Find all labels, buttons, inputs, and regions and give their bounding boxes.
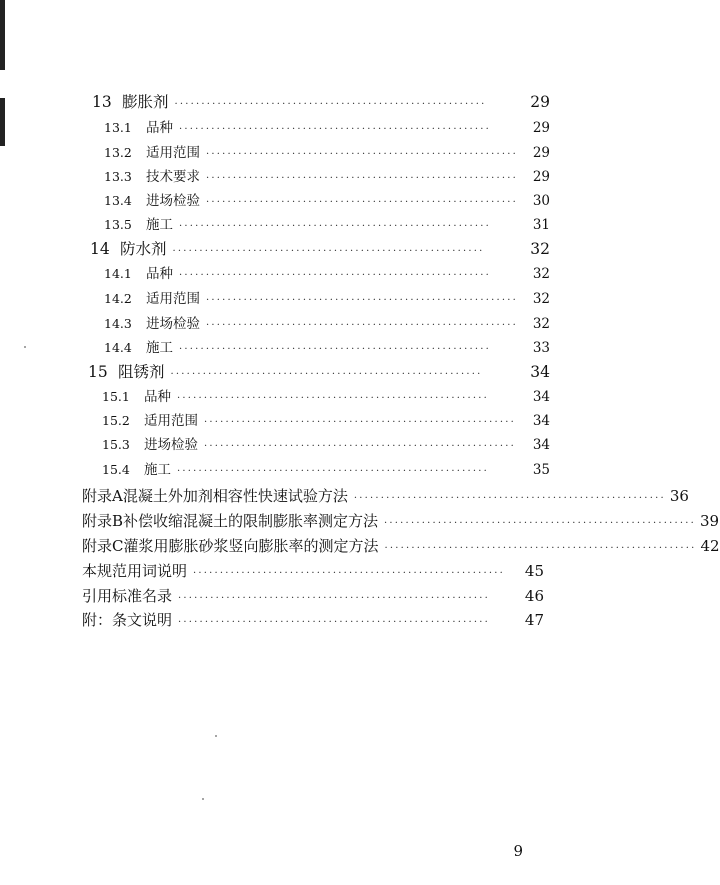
toc-entry-wording-notes[interactable]: [82, 561, 544, 584]
toc-number: 15.1: [102, 389, 130, 404]
toc-page: 39: [700, 512, 720, 530]
toc-entry-14-4[interactable]: [104, 338, 550, 360]
toc-entry-14-3[interactable]: [104, 314, 550, 336]
toc-page: 30: [532, 193, 550, 209]
dot-leader: ··························································: [179, 344, 491, 355]
toc-page: 29: [532, 120, 550, 136]
dot-leader: ··························································: [206, 149, 518, 160]
dot-leader: ··························································: [384, 543, 697, 554]
toc-entry-clause-explanation[interactable]: [82, 610, 544, 633]
toc-page: 42: [700, 537, 720, 555]
toc-number: 附录C: [82, 537, 124, 555]
toc-entry-13-2[interactable]: [104, 143, 550, 165]
dot-leader: ··························································: [206, 320, 518, 331]
page-number: 9: [513, 842, 523, 860]
dot-leader: ··························································: [384, 518, 697, 529]
toc-page: 29: [530, 93, 550, 111]
toc-title: 阻锈剂: [118, 363, 165, 381]
toc-title: 适用范围: [144, 413, 198, 429]
toc-title: 本规范用词说明: [82, 562, 188, 580]
toc-title: 品种: [146, 266, 173, 282]
dot-leader: ··························································: [177, 466, 489, 477]
toc-page: 34: [532, 413, 550, 429]
toc-page: 36: [669, 487, 689, 505]
toc-title: 施工: [146, 217, 173, 233]
dot-leader: ··························································: [179, 270, 491, 281]
toc-page: 45: [524, 562, 544, 580]
toc-title: 适用范围: [146, 291, 200, 307]
toc-entry-appendix-a[interactable]: [82, 486, 689, 509]
toc-entry-14-2[interactable]: [104, 289, 550, 311]
toc-page: 32: [532, 266, 550, 282]
dot-leader: ··························································: [179, 221, 491, 232]
toc-title: 品种: [146, 120, 173, 136]
toc-entry-15-3[interactable]: [102, 435, 550, 457]
toc-title: 混凝土外加剂相容性快速试验方法: [122, 487, 348, 505]
toc-entry-15-4[interactable]: [102, 460, 550, 482]
toc-number: 附录B: [82, 512, 124, 530]
dot-leader: ··························································: [179, 124, 491, 135]
toc-number: 14.2: [104, 291, 132, 306]
toc-number: 14.1: [104, 266, 132, 281]
dot-leader: ··························································: [193, 568, 505, 579]
toc-title: 引用标准名录: [82, 587, 173, 605]
dot-leader: ··························································: [206, 295, 518, 306]
toc-number: 13.3: [104, 169, 132, 184]
toc-title: 补偿收缩混凝土的限制膨胀率测定方法: [123, 512, 379, 530]
toc-title: 进场检验: [144, 437, 198, 453]
toc-title: 进场检验: [146, 193, 200, 209]
toc-number: 附录A: [82, 487, 123, 505]
toc-number: 14.4: [104, 340, 132, 355]
dot-leader: ··························································: [353, 493, 666, 504]
toc-title: 施工: [144, 462, 171, 478]
toc-number: 15.2: [102, 413, 130, 428]
toc-entry-appendix-b[interactable]: [82, 511, 720, 534]
toc-page: 47: [524, 611, 544, 629]
toc-number: 14.3: [104, 316, 132, 331]
toc-entry-15-1[interactable]: [102, 387, 550, 409]
dot-leader: ··························································: [178, 593, 490, 604]
scan-speck: [202, 798, 204, 800]
toc-entry-13[interactable]: [92, 92, 550, 115]
toc-page: 32: [532, 316, 550, 332]
toc-entry-15-2[interactable]: [102, 411, 550, 433]
dot-leader: ··························································: [170, 369, 483, 380]
toc-page: 35: [532, 462, 550, 478]
toc-page: 29: [532, 169, 550, 185]
scan-speck: [24, 346, 26, 348]
toc-title: 品种: [144, 389, 171, 405]
toc-page: 29: [532, 145, 550, 161]
toc-entry-14[interactable]: [90, 239, 550, 262]
toc-entry-15[interactable]: [88, 362, 550, 385]
dot-leader: ··························································: [172, 246, 485, 257]
toc-number: 13.2: [104, 145, 132, 160]
dot-leader: ··························································: [206, 197, 518, 208]
toc-page: 31: [532, 217, 550, 233]
toc-number: 15.4: [102, 462, 130, 477]
toc-number: 15: [88, 363, 108, 381]
toc-number: 13.1: [104, 120, 132, 135]
toc-title: 适用范围: [146, 145, 200, 161]
toc-page: 34: [532, 437, 550, 453]
toc-entry-appendix-c[interactable]: [82, 536, 720, 559]
toc-entry-13-4[interactable]: [104, 191, 550, 213]
toc-page: 34: [532, 389, 550, 405]
toc-number: 15.3: [102, 437, 130, 452]
toc-page: 32: [530, 240, 550, 258]
toc-title: 膨胀剂: [122, 93, 169, 111]
toc-title: 附：条文说明: [82, 611, 173, 629]
toc-page: 33: [532, 340, 550, 356]
toc-page: 32: [532, 291, 550, 307]
toc-page: 34: [530, 363, 550, 381]
toc-number: 13.4: [104, 193, 132, 208]
toc-entry-cited-standards[interactable]: [82, 586, 544, 609]
toc-title: 施工: [146, 340, 173, 356]
dot-leader: ··························································: [204, 417, 516, 428]
toc-title: 防水剂: [120, 240, 167, 258]
dot-leader: ··························································: [177, 393, 489, 404]
dot-leader: ··························································: [178, 617, 490, 628]
toc-page: 46: [524, 587, 544, 605]
toc-number: 13: [92, 93, 112, 111]
dot-leader: ··························································: [206, 173, 518, 184]
toc-title: 进场检验: [146, 316, 200, 332]
scan-speck: [215, 735, 217, 737]
dot-leader: ··························································: [204, 441, 516, 452]
toc-title: 技术要求: [146, 169, 200, 185]
toc-entry-13-5[interactable]: [104, 215, 550, 237]
dot-leader: ··························································: [174, 99, 487, 110]
toc-entry-14-1[interactable]: [104, 264, 550, 286]
toc-title: 灌浆用膨胀砂浆竖向膨胀率的测定方法: [123, 537, 379, 555]
toc-entry-13-3[interactable]: [104, 167, 550, 189]
toc-entry-13-1[interactable]: [104, 118, 550, 140]
toc-number: 13.5: [104, 217, 132, 232]
toc-number: 14: [90, 240, 110, 258]
